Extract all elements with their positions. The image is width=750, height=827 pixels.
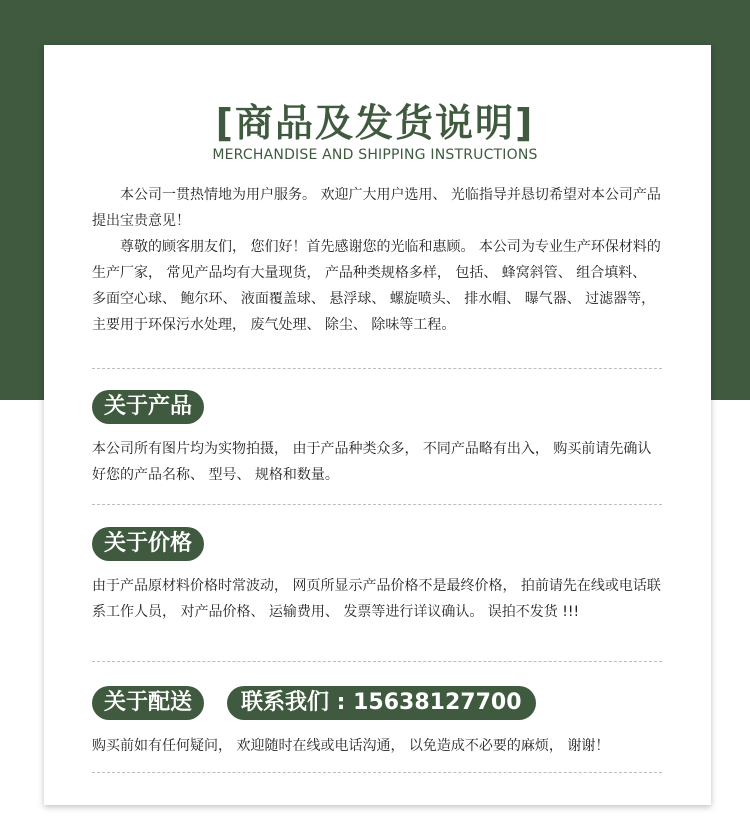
intro-paragraph-2: 尊敬的顾客朋友们， 您们好！首先感谢您的光临和惠顾。 本公司为专业生产环保材料的生产厂家， 常见产品均有大量现货， 产品种类规格多样， 包括、 蜂窝斜管、 组合填料、 多面空心球、 鲍尔环、 液面覆盖球、 悬浮球、 螺旋喷头、 排水帽、 曝气器、 过滤器等， 主要用于环保污水处理， 废气处理、 除尘、 除味等工程。 <box>92 239 661 333</box>
intro-text <box>92 182 662 338</box>
section-label-delivery: 关于配送 <box>92 686 204 720</box>
divider <box>92 368 662 369</box>
intro-paragraph-1: 本公司一贯热情地为用户服务。 欢迎广大用户选用、 光临指导并恳切希望对本公司产品提出宝贵意见！ <box>92 187 661 229</box>
page-title: [商品及发货说明] <box>215 101 535 145</box>
divider <box>92 772 662 773</box>
divider <box>92 661 662 662</box>
product-note: 本公司所有图片均为实物拍摄， 由于产品种类众多， 不同产品略有出入， 购买前请先确认好您的产品名称、 型号、 规格和数量。 <box>92 441 652 483</box>
contact-phone-badge: 联系我们 : 15638127700 <box>227 686 536 720</box>
section-label-price: 关于价格 <box>92 527 204 561</box>
section-label-product: 关于产品 <box>92 390 204 424</box>
divider <box>92 504 662 505</box>
price-note: 由于产品原材料价格时常波动， 网页所显示产品价格不是最终价格， 拍前请先在线或电话联系工作人员， 对产品价格、 运输费用、 发票等进行详议确认。 误拍不发货 !!! <box>92 578 661 620</box>
delivery-note: 购买前如有任何疑问， 欢迎随时在线或电话沟通， 以免造成不必要的麻烦， 谢谢！ <box>92 738 610 754</box>
page-subtitle: MERCHANDISE AND SHIPPING INSTRUCTIONS <box>212 147 538 163</box>
